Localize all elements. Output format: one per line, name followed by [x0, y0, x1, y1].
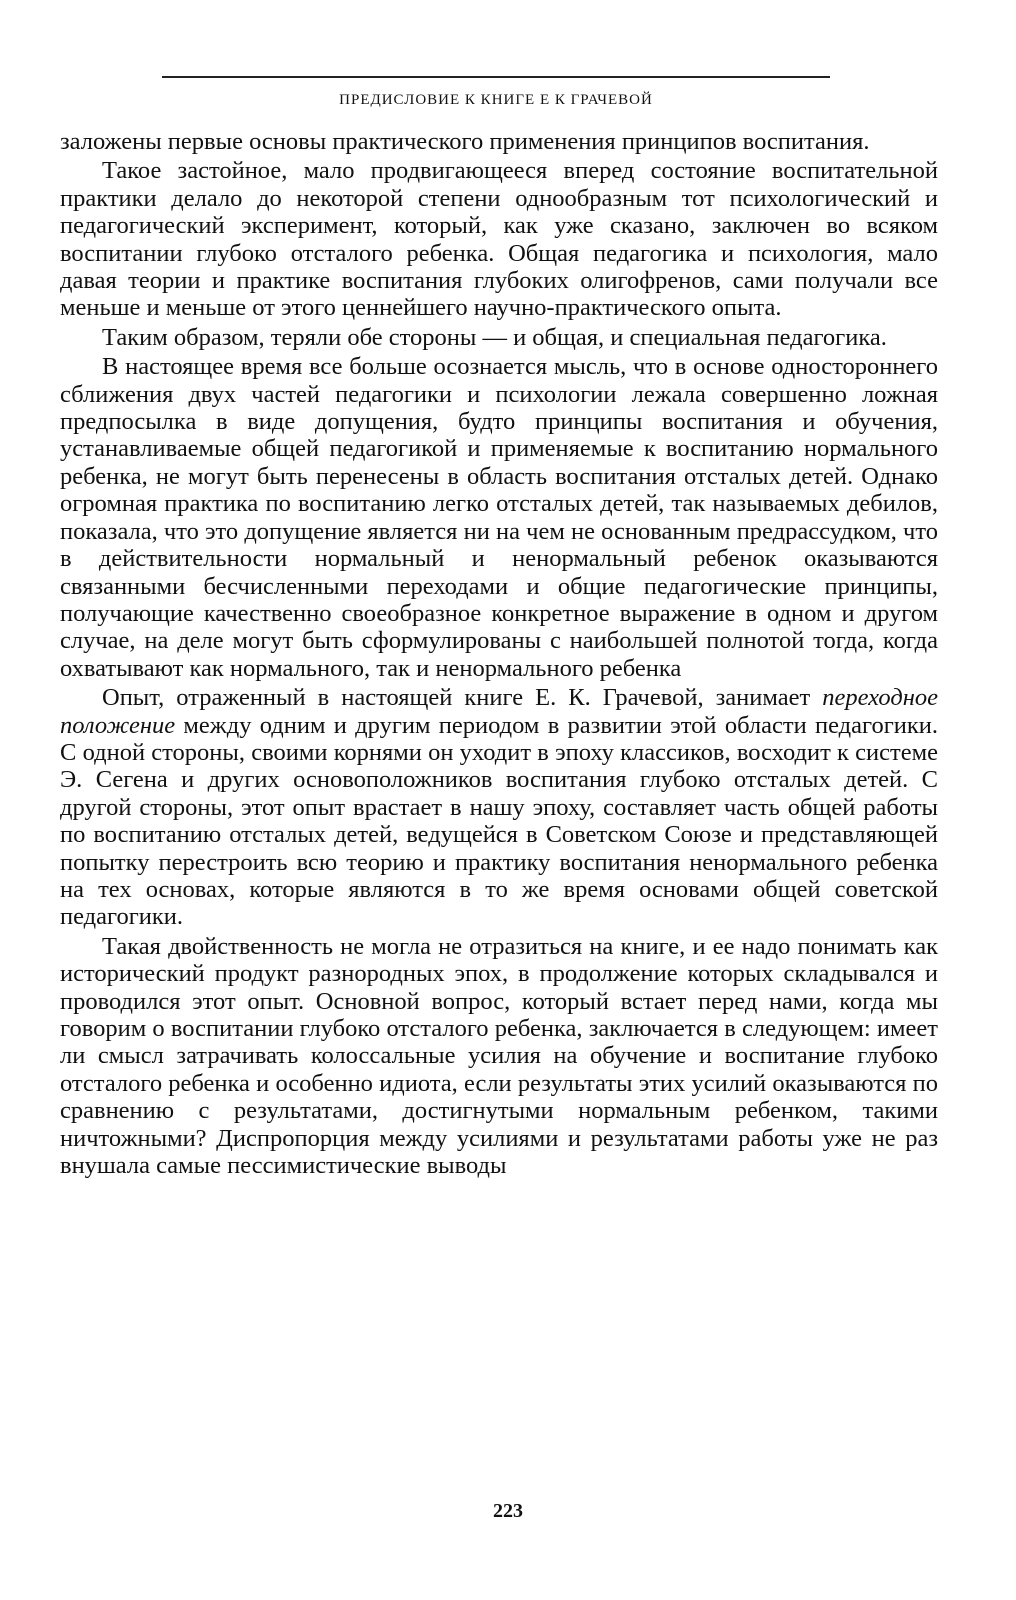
running-head: [162, 76, 830, 109]
paragraph-2: Такое застойное, мало продвигающееся вперед состояние воспитательной практики делало до некоторой степени однообразным тот психологический и педагогический эксперимент, который, как уже сказано, заключен во всяком воспитании глубоко отсталого ребенка. Общая педагогика и психология, мало давая теории и практике воспитания глубоких олигофренов, сами получали все меньше и меньше от этого ценнейшего научно-практического опыта.: [60, 157, 938, 322]
paragraph-6: Такая двойственность не могла не отразиться на книге, и ее надо понимать как исторический продукт разнородных эпох, в продолжение которых складывался и проводился этот опыт. Основной вопрос, который встает перед нами, когда мы говорим о воспитании глубоко отсталого ребенка, заключается в следующем: имеет ли смысл затрачивать колоссальные усилия на обучение и воспитание глубоко отсталого ребенка и особенно идиота, если результаты этих усилий оказываются по сравнению с результатами, достигнутыми нормальным ребенком, такими ничтожными? Диспропорция между усилиями и результатами работы уже не раз внушала самые пессимистические выводы: [60, 932, 938, 1180]
paragraph-5: [60, 684, 938, 931]
body-text: [60, 128, 938, 1179]
paragraph-5-end: между одним и другим периодом в развитии этой области педагогики. С одной стороны, своими корнями он уходит в эпоху классиков, восходит к системе Э. Сегена и других основоположников воспитания глубоко отсталых детей. С другой стороны, этот опыт врастает в нашу эпоху, составляет часть общей работы по воспитанию отсталых детей, ведущейся в Советском Союзе и представляющей попытку перестроить всю теорию и практику воспитания ненормального ребенка на тех основах, которые являются в то же время основами общей советской педагогики.: [60, 711, 938, 931]
page-number: 223: [493, 1500, 523, 1522]
paragraph-5-emphasis: переходное положение: [60, 684, 938, 739]
paragraph-1: заложены первые основы практического применения принципов воспитания.: [60, 128, 870, 155]
paragraph-5-start: Опыт, отраженный в настоящей книге Е. К. Грачевой, занимает: [102, 684, 823, 712]
paragraph-4: В настоящее время все больше осознается мысль, что в основе одностороннего сближения двух частей педагогики и психологии лежала совершенно ложная предпосылка в виде допущения, будто принципы воспитания и обучения, устанавливаемые общей педагогикой и применяемые к воспитанию нормального ребенка, не могут быть перенесены в область воспитания отсталых детей. Однако огромная практика по воспитанию легко отсталых детей, так называемых дебилов, показала, что это допущение является ни на чем не основанным предрассудком, что в действительности нормальный и ненормальный ребенок оказываются связанными бесчисленными переходами и общие педагогические принципы, получающие качественно своеобразное конкретное выражение в одном и другом случае, на деле могут быть сформулированы с наибольшей полнотой тогда, когда охватывают как нормального, так и ненормального ребенка: [60, 353, 938, 682]
paragraph-3: Таким образом, теряли обе стороны — и общая, и специальная педагогика.: [102, 323, 887, 351]
running-head-text: ПРЕДИСЛОВИЕ К КНИГЕ Е К ГРАЧЕВОЙ: [339, 92, 653, 108]
